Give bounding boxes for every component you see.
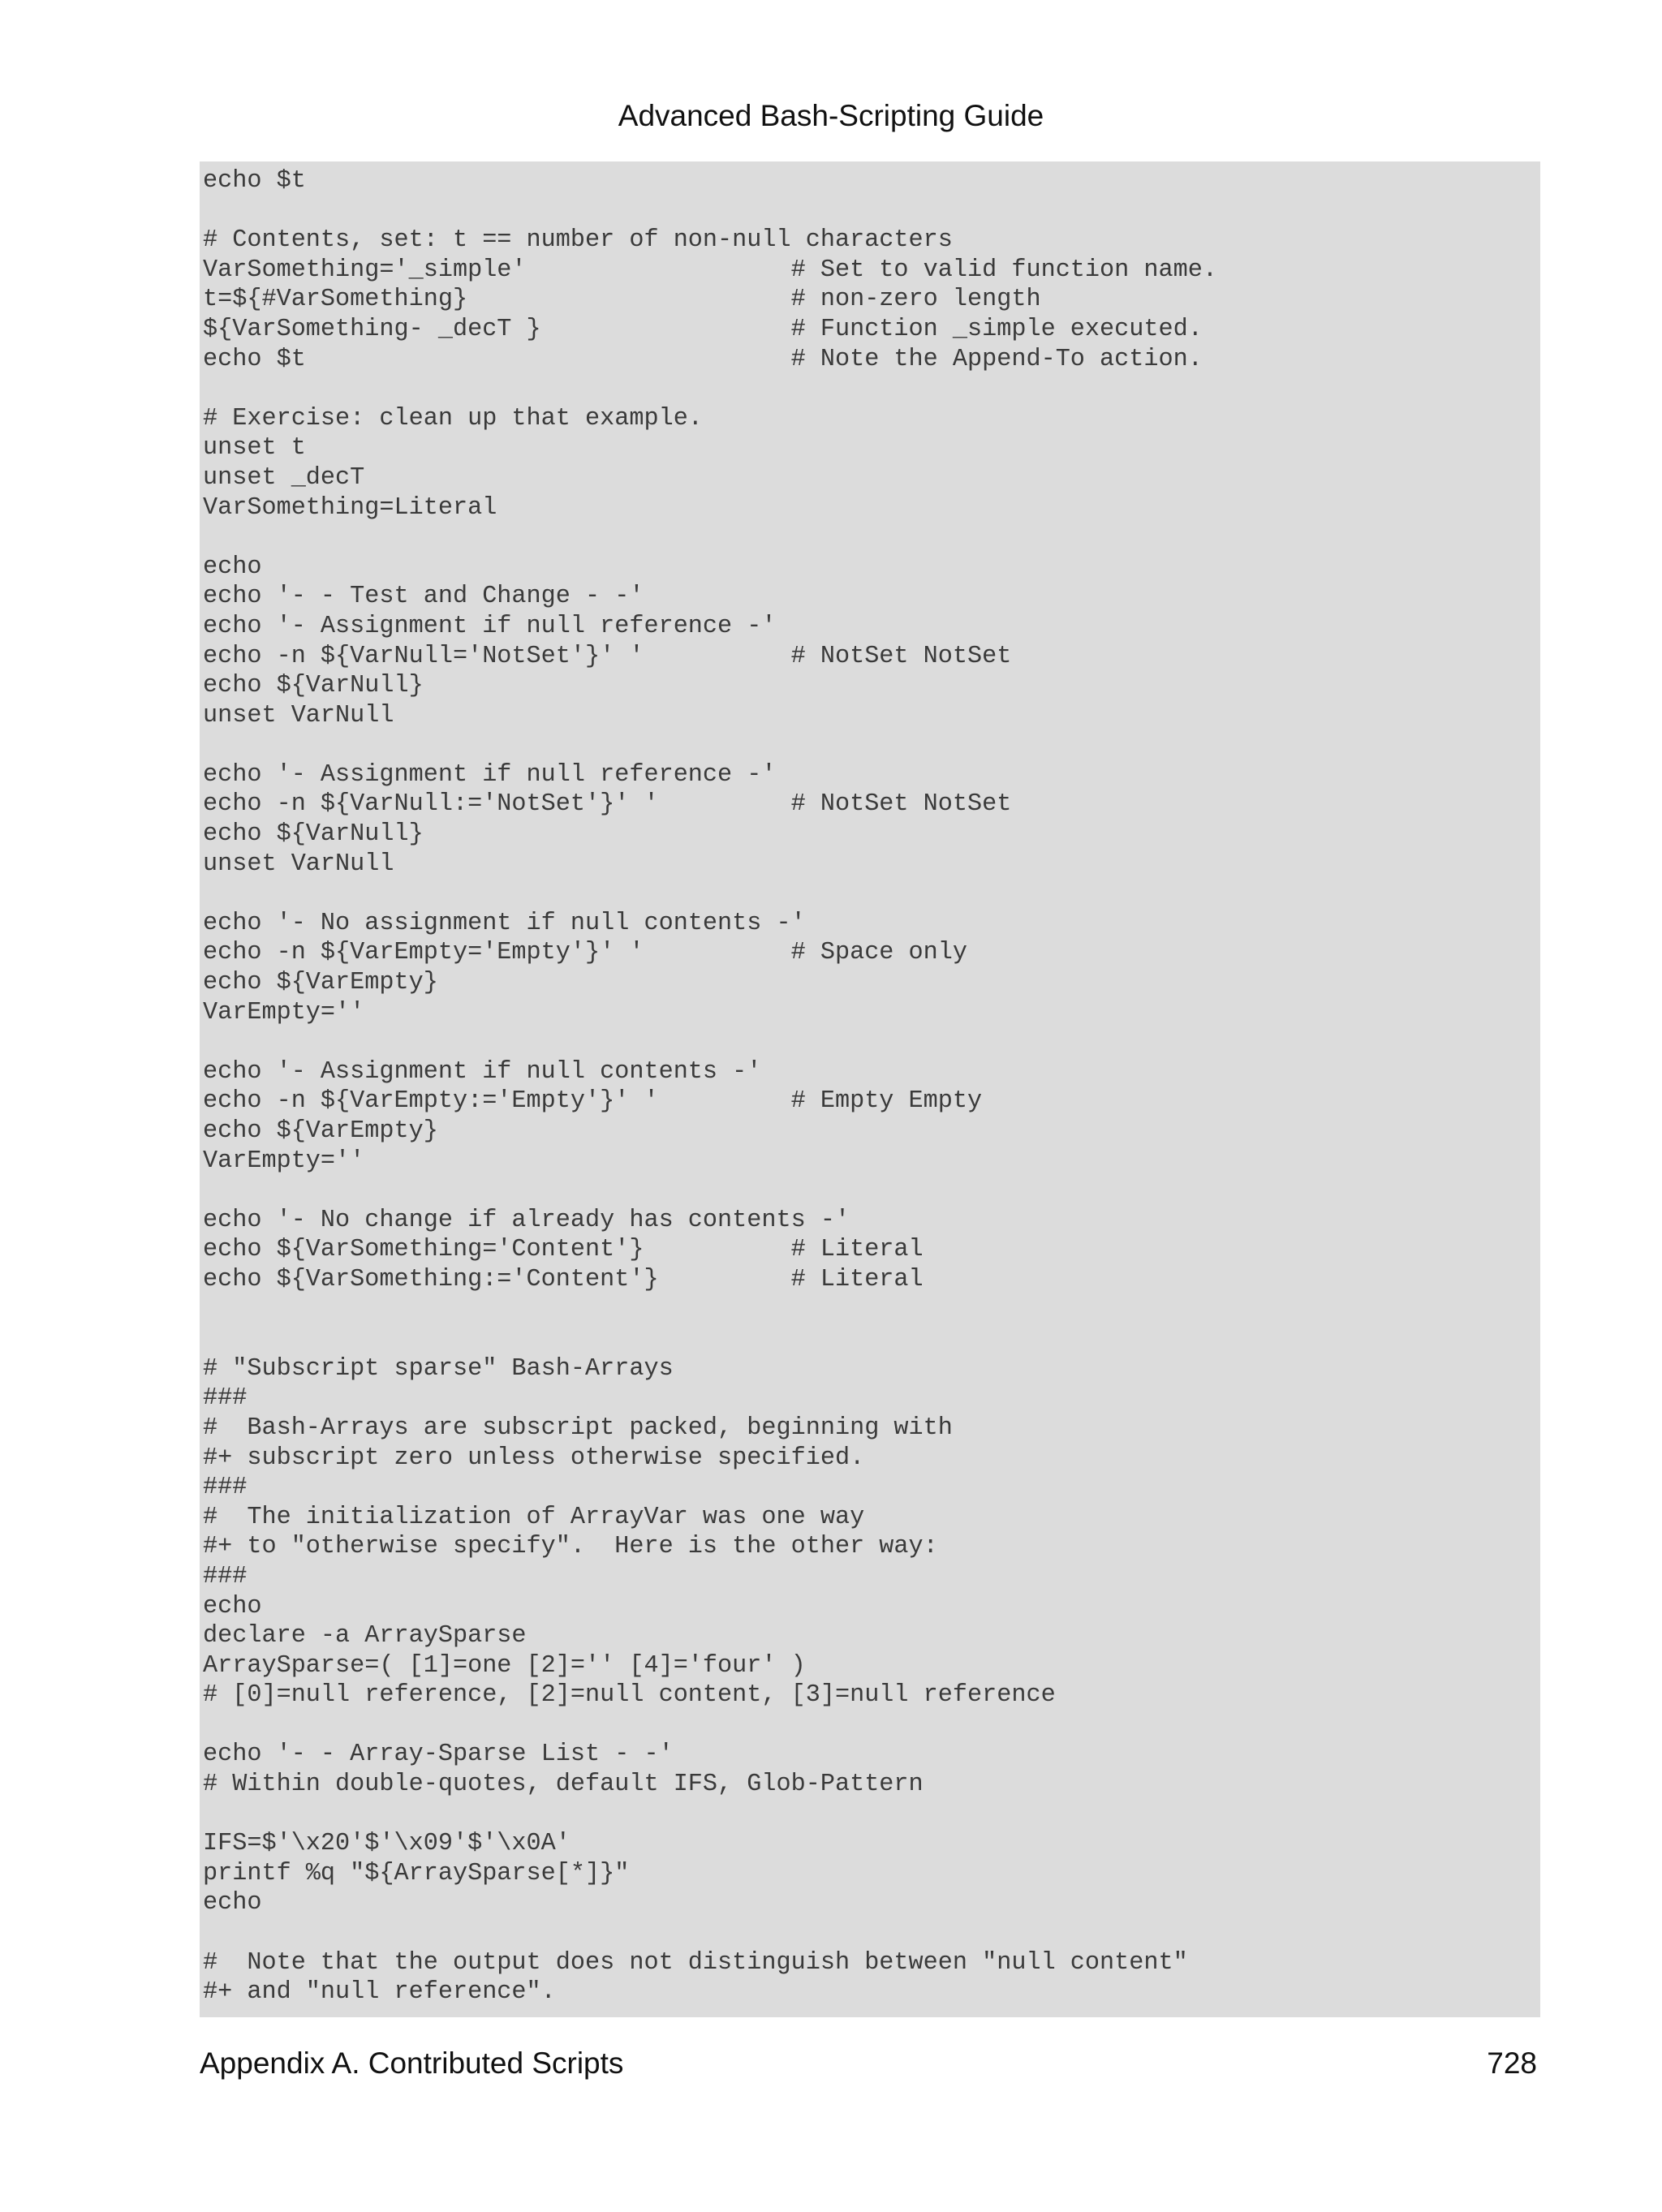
code-line: ${VarSomething- _decT } # Function _simple executed.	[203, 315, 1203, 343]
page-header-title: Advanced Bash-Scripting Guide	[618, 99, 1044, 132]
code-line: echo -n ${VarNull='NotSet'}' ' # NotSet NotSet	[203, 642, 1012, 670]
code-line: echo ${VarNull}	[203, 672, 424, 700]
code-line: echo '- - Array-Sparse List - -'	[203, 1741, 674, 1769]
code-line: echo	[203, 553, 262, 581]
code-line: # "Subscript sparse" Bash-Arrays	[203, 1354, 674, 1383]
code-line: echo ${VarSomething:='Content'} # Literal	[203, 1265, 924, 1293]
code-line: ###	[203, 1562, 248, 1590]
code-line	[203, 1800, 1540, 1830]
code-line: echo '- Assignment if null reference -'	[203, 760, 777, 789]
code-line	[203, 374, 1540, 404]
code-line: echo -n ${VarEmpty='Empty'}' ' # Space only	[203, 939, 968, 967]
code-listing	[200, 161, 1540, 2017]
code-line	[203, 196, 1540, 226]
code-line: echo '- Assignment if null reference -'	[203, 612, 777, 640]
code-line: ###	[203, 1474, 248, 1502]
code-line	[203, 879, 1540, 909]
code-line: ArraySparse=( [1]=one [2]='' [4]='four' )	[203, 1651, 806, 1680]
code-line: ###	[203, 1384, 248, 1413]
code-line: # [0]=null reference, [2]=null content, [3]=null reference	[203, 1681, 1056, 1710]
code-line	[203, 730, 1540, 760]
code-line: declare -a ArraySparse	[203, 1622, 527, 1650]
code-line	[203, 1295, 1540, 1325]
code-line: # Bash-Arrays are subscript packed, beginning with	[203, 1414, 953, 1442]
code-line: echo ${VarNull}	[203, 820, 424, 849]
code-line: echo ${VarEmpty}	[203, 1117, 438, 1145]
code-line: echo $t # Note the Append-To action.	[203, 345, 1203, 373]
code-line: unset VarNull	[203, 850, 394, 878]
code-line	[203, 1176, 1540, 1206]
code-text	[203, 166, 1540, 2008]
code-line: t=${#VarSomething} # non-zero length	[203, 286, 1041, 314]
code-line: echo ${VarEmpty}	[203, 969, 438, 997]
code-line: echo	[203, 1889, 262, 1917]
code-line: VarEmpty=''	[203, 1147, 365, 1175]
code-line: echo '- No assignment if null contents -'	[203, 909, 806, 937]
code-line: echo '- - Test and Change - -'	[203, 583, 644, 611]
code-line: unset t	[203, 434, 306, 463]
code-line: # Note that the output does not distinguish between "null content"	[203, 1948, 1188, 1977]
code-line: unset _decT	[203, 463, 365, 492]
page-number: 728	[1487, 2046, 1537, 2080]
code-line: echo $t	[203, 167, 306, 195]
code-line: # Exercise: clean up that example.	[203, 404, 703, 433]
code-line: echo '- Assignment if null contents -'	[203, 1057, 762, 1086]
code-line: echo -n ${VarEmpty:='Empty'}' ' # Empty Empty	[203, 1087, 983, 1116]
footer-section-title: Appendix A. Contributed Scripts	[200, 2046, 624, 2080]
code-line: #+ subscript zero unless otherwise specified.	[203, 1444, 865, 1472]
code-line	[203, 523, 1540, 553]
code-line: unset VarNull	[203, 701, 394, 729]
code-line	[203, 1918, 1540, 1948]
code-line: # Within double-quotes, default IFS, Glob-Pattern	[203, 1771, 924, 1799]
code-line: VarEmpty=''	[203, 998, 365, 1026]
code-line: # Contents, set: t == number of non-null characters	[203, 226, 953, 255]
code-line: IFS=$'\x20'$'\x09'$'\x0A'	[203, 1830, 571, 1858]
code-line: echo '- No change if already has contents -'	[203, 1206, 850, 1234]
code-line	[203, 1027, 1540, 1057]
code-line: printf %q "${ArraySparse[*]}"	[203, 1859, 630, 1887]
code-line: #+ and "null reference".	[203, 1978, 556, 2007]
code-line: VarSomething='_simple' # Set to valid function name.	[203, 256, 1217, 284]
code-line: echo ${VarSomething='Content'} # Literal	[203, 1236, 924, 1264]
code-line	[203, 1324, 1540, 1354]
code-line: #+ to "otherwise specify". Here is the other way:	[203, 1533, 938, 1561]
code-line: # The initialization of ArrayVar was one way	[203, 1503, 865, 1531]
code-line: VarSomething=Literal	[203, 493, 497, 522]
code-line: echo	[203, 1592, 262, 1620]
code-line	[203, 1711, 1540, 1741]
code-line: echo -n ${VarNull:='NotSet'}' ' # NotSet NotSet	[203, 790, 1012, 819]
